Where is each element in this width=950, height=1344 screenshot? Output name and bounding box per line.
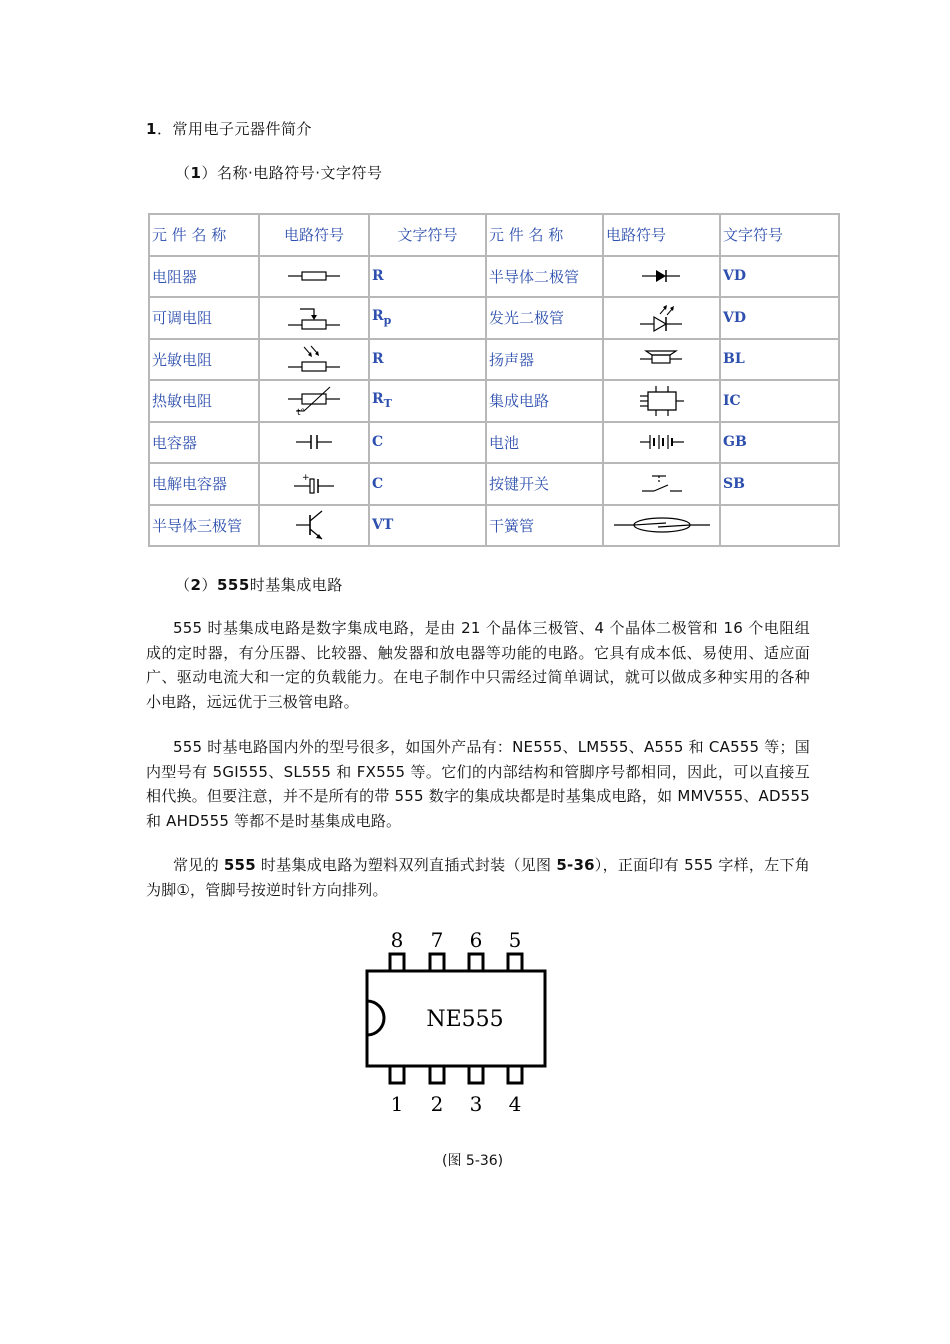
- header-name-right: 元 件 名 称: [486, 214, 603, 256]
- component-code: IC: [720, 380, 839, 422]
- component-name: 集成电路: [486, 380, 603, 422]
- component-code: R: [369, 256, 486, 298]
- reed-switch-symbol-icon: [612, 514, 712, 536]
- header-symbol-right: 电路符号: [603, 214, 720, 256]
- p3-text-c: 时基集成电路为塑料双列直插式封装（见图: [255, 856, 557, 874]
- subsection-1-number: 1: [190, 164, 202, 182]
- ic-symbol-icon: [632, 385, 692, 417]
- component-code: C: [369, 463, 486, 505]
- component-name: 电池: [486, 422, 603, 464]
- component-symbol-table: [148, 213, 840, 547]
- table-row: [149, 422, 839, 464]
- ne555-chip-figure: [360, 925, 560, 1125]
- section-number: 1: [146, 120, 157, 138]
- battery-symbol-icon: [632, 432, 692, 452]
- pin-number: 6: [469, 928, 483, 952]
- component-code: $R_T$: [369, 380, 486, 422]
- table-header-row: [149, 214, 839, 256]
- potentiometer-symbol-icon: [284, 303, 344, 333]
- chip-pin: [469, 1066, 483, 1083]
- table-row: [149, 380, 839, 422]
- p3-text-e: ），正面印有 555 字样，左下角为脚①，管脚号按逆时针方向排列。: [146, 856, 810, 899]
- chip-pin: [390, 954, 404, 971]
- component-name: 热敏电阻: [149, 380, 259, 422]
- subsection-2-close: ）: [201, 576, 217, 594]
- section-heading: [146, 118, 312, 139]
- header-code-right: 文字符号: [720, 214, 839, 256]
- p3-text-a: 常见的: [173, 856, 224, 874]
- table-row: [149, 339, 839, 381]
- table-row: [149, 256, 839, 298]
- component-code: VD: [720, 297, 839, 339]
- photoresistor-symbol-icon: [284, 343, 344, 375]
- table-row: [149, 505, 839, 547]
- p3-bold-figure-ref: 5-36: [556, 856, 595, 874]
- pin-number: 1: [390, 1092, 404, 1116]
- paragraph-555-intro: 555 时基集成电路是数字集成电路，是由 21 个晶体三极管、4 个晶体二极管和 16 个电阻组成的定时器，有分压器、比较器、触发器和放电器等功能的电路。它具有成本低、易使用、适应面广、驱动电流大和一定的负载能力。在电子制作中只需经过简单调试，就可以做成多种实用的各种小电路，远远优于三极管电路。: [146, 619, 810, 711]
- pin-number: 4: [508, 1092, 522, 1116]
- svg-text:+: +: [302, 472, 310, 483]
- capacitor-symbol-icon: [284, 432, 344, 452]
- pin-number: 5: [508, 928, 522, 952]
- transistor-symbol-icon: [284, 507, 344, 543]
- component-code: C: [369, 422, 486, 464]
- component-code: SB: [720, 463, 839, 505]
- component-name: 扬声器: [486, 339, 603, 381]
- component-code: VD: [720, 256, 839, 298]
- electrolytic-capacitor-symbol-icon: [284, 472, 344, 496]
- resistor-symbol-icon: [284, 266, 344, 286]
- pin-number: 3: [469, 1092, 483, 1116]
- section-title: ．常用电子元器件简介: [156, 120, 312, 138]
- chip-pin: [508, 1066, 522, 1083]
- paragraph-555-models: 555 时基电路国内外的型号很多，如国外产品有：NE555、LM555、A555 和 CA555 等；国内型号有 5GI555、SL555 和 FX555 等。它们的内部结构和管脚序号都相同，因此，可以直接互相代换。但要注意，并不是所有的带 555 数字的集成块都是时基集成电路，如 MMV555、AD555 和 AHD555 等都不是时基集成电路。: [146, 738, 810, 830]
- diode-symbol-icon: [632, 266, 692, 286]
- component-name: 半导体三极管: [149, 505, 259, 547]
- component-code: VT: [369, 505, 486, 547]
- chip-pin: [430, 1066, 444, 1083]
- subsection-1-title: ）名称·电路符号·文字符号: [201, 164, 383, 182]
- component-name: 光敏电阻: [149, 339, 259, 381]
- subsection-heading-1: [175, 162, 383, 183]
- header-code-left: 文字符号: [369, 214, 486, 256]
- paragraph-555-package: [146, 853, 810, 902]
- pin-number: 7: [430, 928, 444, 952]
- component-name: 电容器: [149, 422, 259, 464]
- chip-pin: [469, 954, 483, 971]
- component-code: GB: [720, 422, 839, 464]
- component-code: R: [369, 339, 486, 381]
- component-code: $R_p$: [369, 297, 486, 339]
- pin-number: 8: [390, 928, 404, 952]
- component-name: 发光二极管: [486, 297, 603, 339]
- subsection-2-title: 时基集成电路: [249, 576, 343, 594]
- speaker-symbol-icon: [632, 348, 692, 370]
- subsection-2-prefix: （: [175, 576, 191, 594]
- svg-text:t°: t°: [297, 407, 306, 417]
- chip-pin: [430, 954, 444, 971]
- component-name: 按键开关: [486, 463, 603, 505]
- chip-label: NE555: [426, 1007, 504, 1032]
- header-name-left: 元 件 名 称: [149, 214, 259, 256]
- pin-number: 2: [430, 1092, 444, 1116]
- table-row: [149, 463, 839, 505]
- led-symbol-icon: [632, 302, 692, 334]
- header-symbol-left: 电路符号: [259, 214, 369, 256]
- subsection-1-prefix: （: [175, 164, 191, 182]
- figure-caption: (图 5-36): [442, 1153, 504, 1169]
- component-name: 电解电容器: [149, 463, 259, 505]
- chip-pin: [508, 954, 522, 971]
- component-name: 半导体二极管: [486, 256, 603, 298]
- p3-bold-555: 555: [223, 856, 256, 874]
- thermistor-symbol-icon: [284, 385, 344, 417]
- component-name: 电阻器: [149, 256, 259, 298]
- component-name: 可调电阻: [149, 297, 259, 339]
- chip-pin: [390, 1066, 404, 1083]
- subsection-2-number: 2: [190, 576, 202, 594]
- component-code: [720, 505, 839, 547]
- component-code: BL: [720, 339, 839, 381]
- subsection-heading-2: [175, 574, 343, 595]
- component-name: 干簧管: [486, 505, 603, 547]
- push-switch-symbol-icon: [632, 472, 692, 496]
- table-row: [149, 297, 839, 339]
- subsection-2-term: 555: [216, 576, 250, 594]
